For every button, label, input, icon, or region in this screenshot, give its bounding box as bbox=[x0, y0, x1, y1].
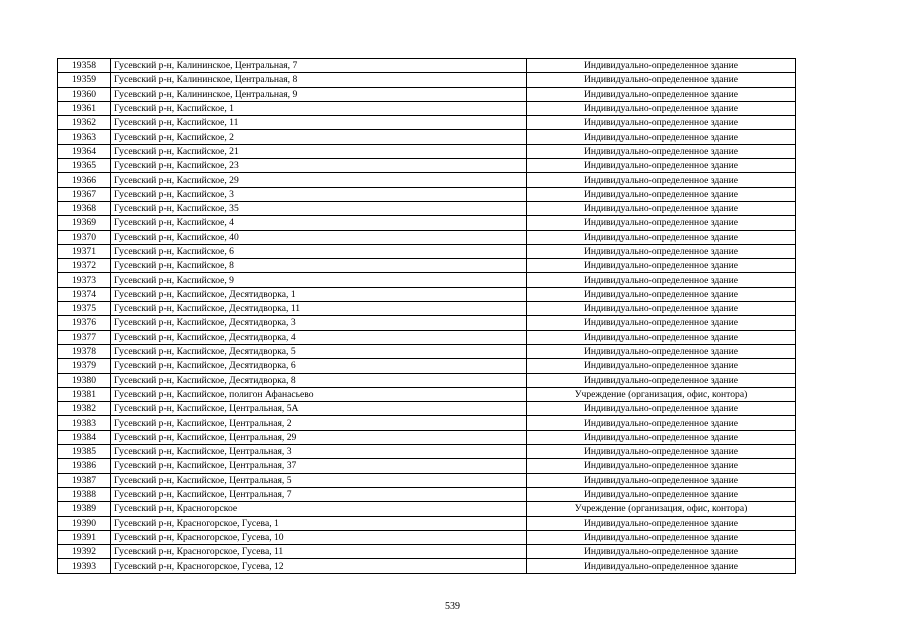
table-row bbox=[58, 244, 796, 258]
row-number-cell: 19377 bbox=[58, 330, 111, 344]
table-row bbox=[58, 287, 796, 301]
registry-table-body bbox=[58, 59, 796, 574]
row-number-cell: 19376 bbox=[58, 316, 111, 330]
address-cell: Гусевский р-н, Каспийское, 8 bbox=[111, 259, 527, 273]
table-row bbox=[58, 330, 796, 344]
table-row bbox=[58, 545, 796, 559]
row-number-cell: 19378 bbox=[58, 344, 111, 358]
row-number-cell: 19374 bbox=[58, 287, 111, 301]
table-row bbox=[58, 373, 796, 387]
object-type-cell: Индивидуально-определенное здание bbox=[527, 101, 796, 115]
row-number-cell: 19389 bbox=[58, 502, 111, 516]
row-number-cell: 19375 bbox=[58, 302, 111, 316]
table-row bbox=[58, 73, 796, 87]
table-row bbox=[58, 201, 796, 215]
object-type-cell: Индивидуально-определенное здание bbox=[527, 545, 796, 559]
row-number-cell: 19360 bbox=[58, 87, 111, 101]
address-cell: Гусевский р-н, Каспийское, 1 bbox=[111, 101, 527, 115]
row-number-cell: 19383 bbox=[58, 416, 111, 430]
object-type-cell: Индивидуально-определенное здание bbox=[527, 73, 796, 87]
address-cell: Гусевский р-н, Каспийское, Центральная, 5А bbox=[111, 402, 527, 416]
row-number-cell: 19359 bbox=[58, 73, 111, 87]
address-cell: Гусевский р-н, Калининское, Центральная, 7 bbox=[111, 59, 527, 73]
table-row bbox=[58, 101, 796, 115]
address-cell: Гусевский р-н, Красногорское, Гусева, 11 bbox=[111, 545, 527, 559]
address-cell: Гусевский р-н, Каспийское, Десятидворка, 1 bbox=[111, 287, 527, 301]
address-cell: Гусевский р-н, Каспийское, Десятидворка, 11 bbox=[111, 302, 527, 316]
registry-table bbox=[57, 58, 796, 574]
address-cell: Гусевский р-н, Каспийское, 35 bbox=[111, 201, 527, 215]
address-cell: Гусевский р-н, Красногорское bbox=[111, 502, 527, 516]
row-number-cell: 19390 bbox=[58, 516, 111, 530]
object-type-cell: Индивидуально-определенное здание bbox=[527, 359, 796, 373]
object-type-cell: Индивидуально-определенное здание bbox=[527, 473, 796, 487]
table-row bbox=[58, 159, 796, 173]
row-number-cell: 19385 bbox=[58, 445, 111, 459]
address-cell: Гусевский р-н, Каспийское, 4 bbox=[111, 216, 527, 230]
table-row bbox=[58, 430, 796, 444]
address-cell: Гусевский р-н, Каспийское, Центральная, 5 bbox=[111, 473, 527, 487]
table-row bbox=[58, 130, 796, 144]
row-number-cell: 19371 bbox=[58, 244, 111, 258]
table-row bbox=[58, 116, 796, 130]
row-number-cell: 19387 bbox=[58, 473, 111, 487]
table-row bbox=[58, 302, 796, 316]
object-type-cell: Индивидуально-определенное здание bbox=[527, 430, 796, 444]
address-cell: Гусевский р-н, Каспийское, Центральная, 2 bbox=[111, 416, 527, 430]
address-cell: Гусевский р-н, Каспийское, 2 bbox=[111, 130, 527, 144]
object-type-cell: Индивидуально-определенное здание bbox=[527, 230, 796, 244]
table-row bbox=[58, 59, 796, 73]
row-number-cell: 19392 bbox=[58, 545, 111, 559]
object-type-cell: Индивидуально-определенное здание bbox=[527, 344, 796, 358]
table-row bbox=[58, 344, 796, 358]
table-row bbox=[58, 559, 796, 573]
row-number-cell: 19388 bbox=[58, 487, 111, 501]
address-cell: Гусевский р-н, Каспийское, 40 bbox=[111, 230, 527, 244]
address-cell: Гусевский р-н, Каспийское, 11 bbox=[111, 116, 527, 130]
row-number-cell: 19393 bbox=[58, 559, 111, 573]
row-number-cell: 19379 bbox=[58, 359, 111, 373]
table-row bbox=[58, 216, 796, 230]
object-type-cell: Индивидуально-определенное здание bbox=[527, 116, 796, 130]
address-cell: Гусевский р-н, Каспийское, 21 bbox=[111, 144, 527, 158]
object-type-cell: Индивидуально-определенное здание bbox=[527, 201, 796, 215]
object-type-cell: Индивидуально-определенное здание bbox=[527, 459, 796, 473]
object-type-cell: Индивидуально-определенное здание bbox=[527, 273, 796, 287]
table-row bbox=[58, 473, 796, 487]
object-type-cell: Индивидуально-определенное здание bbox=[527, 373, 796, 387]
table-row bbox=[58, 445, 796, 459]
address-cell: Гусевский р-н, Каспийское, 6 bbox=[111, 244, 527, 258]
table-row bbox=[58, 416, 796, 430]
row-number-cell: 19386 bbox=[58, 459, 111, 473]
address-cell: Гусевский р-н, Красногорское, Гусева, 1 bbox=[111, 516, 527, 530]
row-number-cell: 19373 bbox=[58, 273, 111, 287]
object-type-cell: Индивидуально-определенное здание bbox=[527, 59, 796, 73]
object-type-cell: Индивидуально-определенное здание bbox=[527, 259, 796, 273]
object-type-cell: Индивидуально-определенное здание bbox=[527, 487, 796, 501]
row-number-cell: 19369 bbox=[58, 216, 111, 230]
object-type-cell: Индивидуально-определенное здание bbox=[527, 330, 796, 344]
row-number-cell: 19364 bbox=[58, 144, 111, 158]
object-type-cell: Индивидуально-определенное здание bbox=[527, 559, 796, 573]
table-row bbox=[58, 230, 796, 244]
object-type-cell: Индивидуально-определенное здание bbox=[527, 316, 796, 330]
object-type-cell: Индивидуально-определенное здание bbox=[527, 402, 796, 416]
address-cell: Гусевский р-н, Каспийское, Десятидворка, 4 bbox=[111, 330, 527, 344]
table-row bbox=[58, 259, 796, 273]
page-number: 539 bbox=[445, 601, 460, 612]
address-cell: Гусевский р-н, Каспийское, Центральная, 29 bbox=[111, 430, 527, 444]
address-cell: Гусевский р-н, Каспийское, Центральная, 37 bbox=[111, 459, 527, 473]
row-number-cell: 19366 bbox=[58, 173, 111, 187]
address-cell: Гусевский р-н, Каспийское, Десятидворка, 5 bbox=[111, 344, 527, 358]
object-type-cell: Индивидуально-определенное здание bbox=[527, 187, 796, 201]
table-row bbox=[58, 273, 796, 287]
object-type-cell: Индивидуально-определенное здание bbox=[527, 216, 796, 230]
address-cell: Гусевский р-н, Каспийское, Десятидворка, 8 bbox=[111, 373, 527, 387]
object-type-cell: Индивидуально-определенное здание bbox=[527, 445, 796, 459]
row-number-cell: 19367 bbox=[58, 187, 111, 201]
table-row bbox=[58, 402, 796, 416]
table-row bbox=[58, 459, 796, 473]
table-row bbox=[58, 530, 796, 544]
row-number-cell: 19365 bbox=[58, 159, 111, 173]
object-type-cell: Индивидуально-определенное здание bbox=[527, 530, 796, 544]
row-number-cell: 19368 bbox=[58, 201, 111, 215]
row-number-cell: 19363 bbox=[58, 130, 111, 144]
object-type-cell: Индивидуально-определенное здание bbox=[527, 287, 796, 301]
object-type-cell: Индивидуально-определенное здание bbox=[527, 244, 796, 258]
table-row bbox=[58, 316, 796, 330]
table-row bbox=[58, 387, 796, 401]
address-cell: Гусевский р-н, Каспийское, 9 bbox=[111, 273, 527, 287]
address-cell: Гусевский р-н, Каспийское, полигон Афанасьево bbox=[111, 387, 527, 401]
object-type-cell: Индивидуально-определенное здание bbox=[527, 416, 796, 430]
row-number-cell: 19391 bbox=[58, 530, 111, 544]
table-row bbox=[58, 173, 796, 187]
address-cell: Гусевский р-н, Каспийское, 3 bbox=[111, 187, 527, 201]
row-number-cell: 19358 bbox=[58, 59, 111, 73]
table-row bbox=[58, 502, 796, 516]
object-type-cell: Индивидуально-определенное здание bbox=[527, 302, 796, 316]
address-cell: Гусевский р-н, Каспийское, Десятидворка, 3 bbox=[111, 316, 527, 330]
address-cell: Гусевский р-н, Калининское, Центральная, 9 bbox=[111, 87, 527, 101]
row-number-cell: 19362 bbox=[58, 116, 111, 130]
address-cell: Гусевский р-н, Калининское, Центральная, 8 bbox=[111, 73, 527, 87]
address-cell: Гусевский р-н, Каспийское, 23 bbox=[111, 159, 527, 173]
address-cell: Гусевский р-н, Красногорское, Гусева, 12 bbox=[111, 559, 527, 573]
address-cell: Гусевский р-н, Каспийское, Центральная, 3 bbox=[111, 445, 527, 459]
address-cell: Гусевский р-н, Каспийское, Центральная, 7 bbox=[111, 487, 527, 501]
row-number-cell: 19384 bbox=[58, 430, 111, 444]
object-type-cell: Индивидуально-определенное здание bbox=[527, 516, 796, 530]
row-number-cell: 19380 bbox=[58, 373, 111, 387]
row-number-cell: 19370 bbox=[58, 230, 111, 244]
address-cell: Гусевский р-н, Красногорское, Гусева, 10 bbox=[111, 530, 527, 544]
address-cell: Гусевский р-н, Каспийское, Десятидворка, 6 bbox=[111, 359, 527, 373]
row-number-cell: 19372 bbox=[58, 259, 111, 273]
object-type-cell: Индивидуально-определенное здание bbox=[527, 144, 796, 158]
object-type-cell: Индивидуально-определенное здание bbox=[527, 87, 796, 101]
object-type-cell: Индивидуально-определенное здание bbox=[527, 130, 796, 144]
row-number-cell: 19382 bbox=[58, 402, 111, 416]
object-type-cell: Индивидуально-определенное здание bbox=[527, 159, 796, 173]
address-cell: Гусевский р-н, Каспийское, 29 bbox=[111, 173, 527, 187]
object-type-cell: Учреждение (организация, офис, контора) bbox=[527, 502, 796, 516]
row-number-cell: 19381 bbox=[58, 387, 111, 401]
table-row bbox=[58, 187, 796, 201]
table-row bbox=[58, 359, 796, 373]
table-row bbox=[58, 516, 796, 530]
row-number-cell: 19361 bbox=[58, 101, 111, 115]
table-row bbox=[58, 487, 796, 501]
object-type-cell: Индивидуально-определенное здание bbox=[527, 173, 796, 187]
table-row bbox=[58, 144, 796, 158]
table-row bbox=[58, 87, 796, 101]
object-type-cell: Учреждение (организация, офис, контора) bbox=[527, 387, 796, 401]
